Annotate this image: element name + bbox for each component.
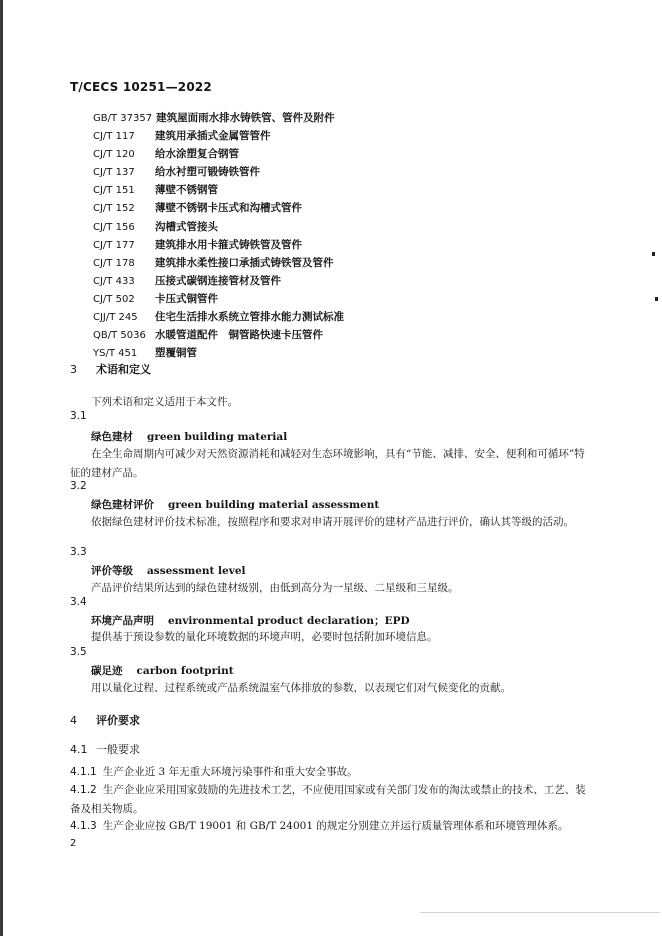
term-en: assessment level [147, 565, 246, 577]
reference-item [93, 326, 344, 344]
section-3-intro: 下列术语和定义适用于本文件。 [91, 396, 238, 408]
reference-title: 卡压式铜管件 [155, 292, 218, 305]
reference-title: 给水涂塑复合钢管 [155, 148, 239, 161]
reference-item [93, 236, 344, 254]
reference-item [93, 181, 344, 199]
reference-title: 薄壁不锈钢管 [155, 184, 218, 197]
section-title: 术语和定义 [96, 363, 151, 376]
term-number: 3.3 [70, 546, 87, 558]
reference-code: CJ/T 156 [93, 221, 135, 233]
term-definition: 产品评价结果所达到的绿色建材级别，由低到高分为一星级、二星级和三星级。 [91, 582, 459, 594]
reference-item [93, 290, 344, 308]
reference-item [93, 218, 344, 236]
reference-code: CJ/T 120 [93, 149, 135, 161]
term-en: green building material [147, 431, 288, 443]
reference-code: CJ/T 117 [93, 131, 135, 143]
section-title: 评价要求 [96, 714, 140, 727]
term-en: green building material assessment [168, 499, 380, 511]
term-en: carbon footprint [136, 665, 234, 677]
reference-code: GB/T 37357 [93, 113, 153, 124]
term-definition: 提供基于预设参数的量化环境数据的环境声明，必要时包括附加环境信息。 [91, 631, 438, 643]
section-3-heading [70, 361, 151, 377]
term-heading [91, 663, 234, 678]
clause-text: 生产企业应采用国家鼓励的先进技术工艺，不应使用国家或有关部门发布的淘汰或禁止的技术、工艺、装备及相关物质。 [70, 784, 586, 815]
reference-code: CJ/T 137 [93, 167, 135, 179]
term-zh: 碳足迹 [91, 665, 123, 677]
reference-item [93, 199, 344, 217]
reference-item [93, 163, 344, 181]
reference-code: QB/T 5036 [93, 330, 146, 342]
section-number: 4 [70, 714, 77, 727]
term-en: environmental product declaration；EPD [168, 615, 410, 627]
clause-text: 生产企业近 3 年无重大环境污染事件和重大安全事故。 [102, 766, 358, 778]
reference-title: 薄壁不锈钢卡压式和沟槽式管件 [155, 202, 302, 215]
reference-title: 塑覆铜管 [155, 347, 197, 360]
reference-item [93, 272, 344, 290]
term-definition: 依据绿色建材评价技术标准，按照程序和要求对申请开展评价的建材产品进行评价，确认其等级的活动。 [91, 516, 574, 528]
reference-title: 水暖管道配件 铜管路快速卡压管件 [155, 329, 323, 342]
reference-code: CJ/T 178 [93, 257, 135, 269]
term-definition: 在全生命周期内可减少对天然资源消耗和减轻对生态环境影响，具有“节能、减排、安全、便利和可循环”特征的建材产品。 [70, 448, 585, 479]
section-number: 3 [70, 363, 77, 376]
subsection-heading [70, 741, 140, 757]
term-number: 3.4 [70, 596, 87, 608]
subsection-number: 4.1 [70, 743, 88, 756]
reference-title: 沟槽式管接头 [155, 220, 218, 233]
term-definition: 用以量化过程、过程系统或产品系统温室气体排放的参数，以表现它们对气候变化的贡献。 [91, 682, 511, 694]
subsection-title: 一般要求 [96, 743, 140, 756]
term-heading [91, 613, 410, 628]
clause [70, 781, 590, 819]
term-zh: 环境产品声明 [91, 615, 154, 627]
reference-title: 建筑用承插式金属管管件 [155, 130, 271, 143]
page-number: 2 [70, 838, 77, 849]
reference-code: YS/T 451 [93, 348, 138, 360]
clause [70, 763, 590, 782]
normative-references-list [93, 109, 344, 362]
standard-header: T/CECS 10251—2022 [70, 80, 212, 94]
term-zh: 评价等级 [91, 565, 133, 577]
term-heading [91, 429, 287, 444]
reference-code: CJ/T 151 [93, 185, 135, 197]
clause-number: 4.1.1 [70, 766, 97, 778]
term-zh: 绿色建材 [91, 431, 133, 443]
term-heading [91, 563, 246, 578]
reference-item [93, 109, 344, 127]
reference-title: 建筑排水用卡箍式铸铁管及管件 [155, 238, 302, 251]
section-4-heading [70, 712, 140, 728]
reference-title: 住宅生活排水系统立管排水能力测试标准 [155, 311, 344, 324]
reference-item [93, 308, 344, 326]
reference-code: CJ/T 502 [93, 293, 135, 305]
reference-item [93, 254, 344, 272]
clause-number: 4.1.2 [70, 784, 97, 796]
reference-title: 压接式碳钢连接管材及管件 [155, 274, 281, 287]
reference-code: CJ/T 152 [93, 203, 135, 215]
term-heading [91, 497, 379, 512]
clause-number: 4.1.3 [70, 820, 97, 832]
term-number: 3.1 [70, 410, 87, 422]
reference-title: 建筑屋面雨水排水铸铁管、管件及附件 [156, 112, 335, 124]
reference-code: CJJ/T 245 [93, 312, 138, 324]
reference-item [93, 127, 344, 145]
scan-edge [0, 0, 3, 936]
clause-text: 生产企业应按 GB/T 19001 和 GB/T 24001 的规定分别建立并运行质量管理体系和环境管理体系。 [102, 820, 569, 832]
scan-artifact-line [420, 912, 660, 913]
reference-item [93, 145, 344, 163]
reference-code: CJ/T 177 [93, 239, 135, 251]
scan-mark [655, 297, 658, 301]
term-number: 3.2 [70, 480, 87, 492]
scan-mark [652, 252, 655, 256]
reference-code: CJ/T 433 [93, 275, 135, 287]
reference-item [93, 344, 344, 362]
term-zh: 绿色建材评价 [91, 499, 154, 511]
term-number: 3.5 [70, 646, 87, 658]
reference-title: 建筑排水柔性接口承插式铸铁管及管件 [155, 256, 334, 269]
clause [70, 817, 590, 836]
reference-title: 给水衬塑可锻铸铁管件 [155, 166, 260, 179]
